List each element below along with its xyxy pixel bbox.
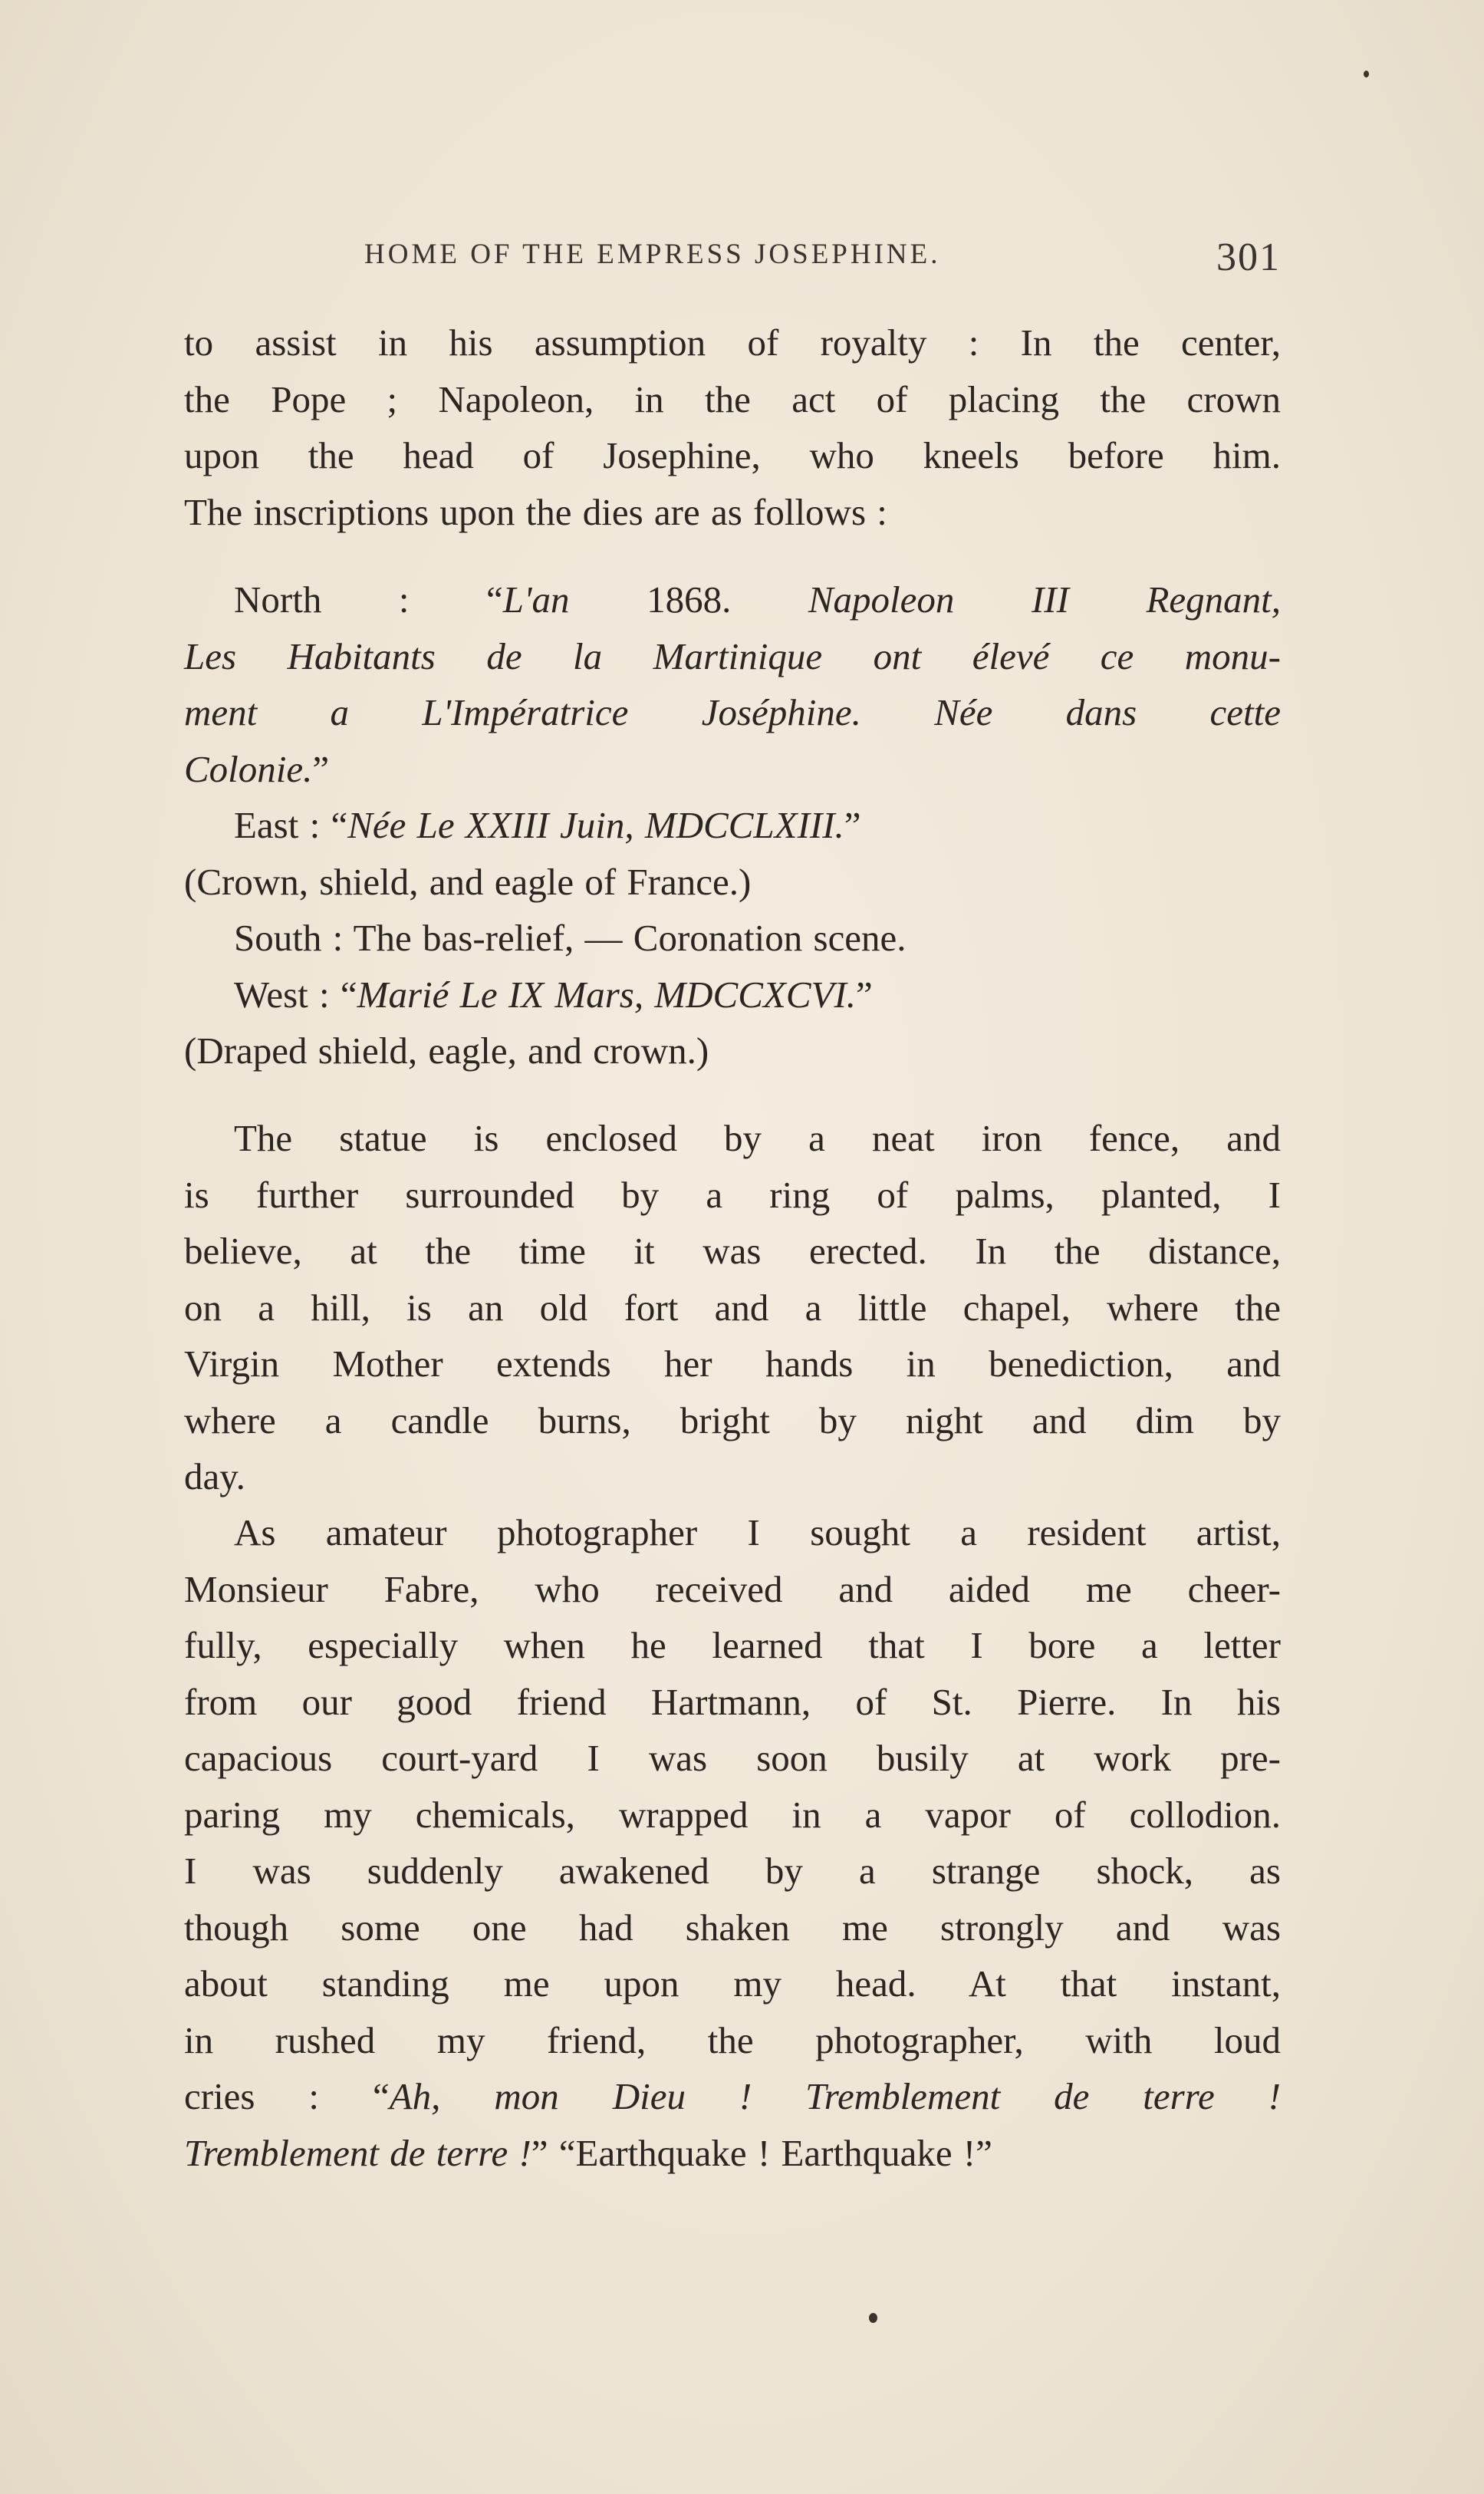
west-close-quote: ”: [856, 973, 873, 1016]
text-line: from our good friend Hartmann, of St. Pierre. In his: [184, 1680, 1281, 1723]
east-close-quote: ”: [844, 804, 861, 846]
west-note: (Draped shield, eagle, and crown.): [184, 1030, 709, 1072]
page-number: 301: [1216, 236, 1281, 279]
text-line: about standing me upon my head. At that instant,: [184, 1962, 1281, 2005]
north-inscription-line: [184, 741, 1281, 798]
south-inscription-line: South : The bas-relief, — Coronation scene.: [234, 917, 907, 959]
paragraph-1: [184, 315, 1281, 540]
east-label: East : “: [234, 804, 348, 846]
north-text: Napoleon III Regnant,: [808, 578, 1281, 621]
text-line: I was suddenly awakened by a strange shock, as: [184, 1850, 1281, 1892]
text-line: capacious court-yard I was soon busily at work pre-: [184, 1737, 1281, 1779]
text-line: paring my chemicals, wrapped in a vapor of collodion.: [184, 1793, 1281, 1836]
text-line: on a hill, is an old fort and a little chapel, where the: [184, 1286, 1281, 1329]
text-line: though some one had shaken me strongly and was: [184, 1906, 1281, 1949]
text-line: As amateur photographer I sought a resident artist,: [234, 1511, 1281, 1553]
east-note: (Crown, shield, and eagle of France.): [184, 860, 752, 903]
north-text: Colonie.: [184, 747, 313, 790]
text-line: where a candle burns, bright by night and dim by: [184, 1399, 1281, 1441]
running-head: [184, 235, 1281, 281]
running-title: HOME OF THE EMPRESS JOSEPHINE.: [364, 239, 941, 270]
west-label: West : “: [234, 973, 357, 1016]
north-inscription-line: [184, 572, 1281, 628]
final-italic: Tremblement de terre !: [184, 2131, 531, 2174]
inscriptions-block: [184, 572, 1281, 1079]
text-line: in rushed my friend, the photographer, with loud: [184, 2018, 1281, 2061]
text-line: the Pope ; Napoleon, in the act of placing the crown: [184, 377, 1281, 420]
cries-line: [184, 2068, 1281, 2125]
print-speck: [1364, 71, 1369, 77]
east-inscription-line: [184, 797, 1281, 854]
paragraph-2: [184, 1110, 1281, 1505]
north-close-quote: ”: [312, 747, 330, 790]
paragraph-3: [184, 1504, 1281, 2181]
north-text: L'an: [502, 578, 570, 621]
text-line: Monsieur Fabre, who received and aided me cheer-: [184, 1567, 1281, 1610]
text-line: believe, at the time it was erected. In the distance,: [184, 1230, 1281, 1272]
east-text: Née Le XXIII Juin, MDCCLXIII.: [347, 804, 844, 846]
north-label: North : “: [234, 578, 503, 621]
text-line: upon the head of Josephine, who kneels before him.: [184, 434, 1281, 476]
text-line: The statue is enclosed by a neat iron fence, and: [234, 1117, 1281, 1159]
text-line: Virgin Mother extends her hands in benediction, and: [184, 1343, 1281, 1385]
north-year: 1868.: [569, 578, 808, 621]
west-inscription-line: [184, 967, 1281, 1023]
north-text: ment a L'Impératrice Joséphine. Née dans cette: [184, 691, 1281, 733]
north-text: Les Habitants de la Martinique ont élevé ce monu-: [184, 634, 1281, 677]
text-line: The inscriptions upon the dies are as follows :: [184, 490, 887, 533]
north-inscription-line: [184, 684, 1281, 741]
final-line: [184, 2125, 1281, 2182]
final-roman: ” “Earthquake ! Earthquake !”: [531, 2131, 992, 2174]
cries-label: cries : “: [184, 2075, 390, 2117]
text-line: to assist in his assumption of royalty : In the center,: [184, 321, 1281, 364]
print-speck: [869, 2313, 877, 2323]
text-line: is further surrounded by a ring of palms, planted, I: [184, 1173, 1281, 1216]
cries-italic: Ah, mon Dieu ! Tremblement de terre !: [389, 2075, 1281, 2117]
text-line: fully, especially when he learned that I bore a letter: [184, 1624, 1281, 1666]
north-inscription-line: [184, 628, 1281, 685]
text-line: day.: [184, 1455, 245, 1497]
west-text: Marié Le IX Mars, MDCCXCVI.: [357, 973, 857, 1016]
